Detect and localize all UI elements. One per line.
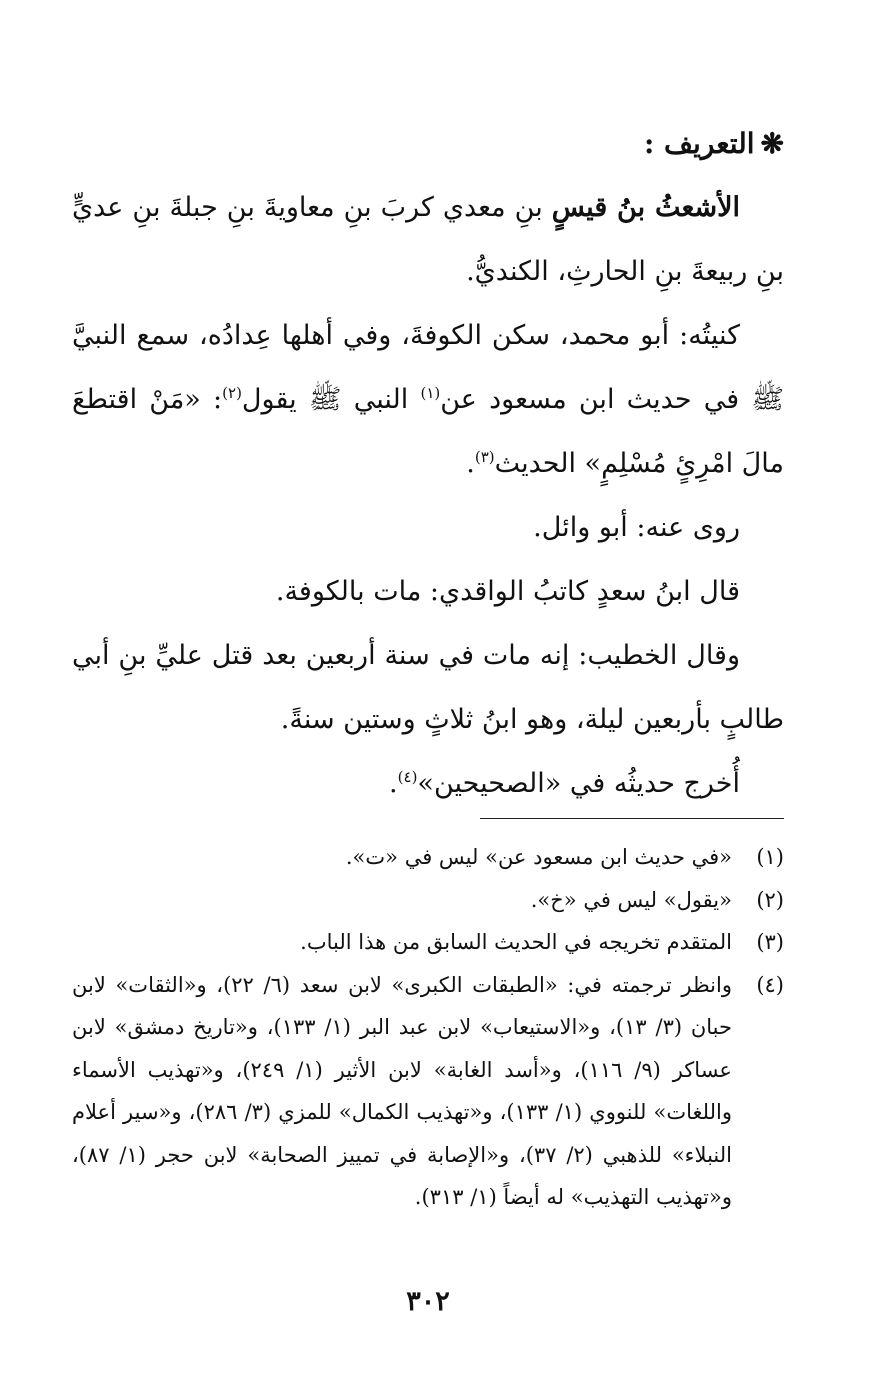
footnote-number: (٤)	[756, 972, 784, 997]
footnote-number: (٢)	[756, 887, 784, 912]
akhraja-text: أُخرج حديثُه في «الصحيحين»	[417, 768, 740, 799]
footnote-item	[72, 879, 784, 922]
footnote-ref-3[interactable]: (٣)	[474, 448, 495, 466]
akhraja-end: .	[389, 768, 398, 799]
section-heading	[72, 118, 784, 170]
footnote-text: المتقدم تخريجه في الحديث السابق من هذا الباب.	[300, 930, 732, 954]
footnote-number: (١)	[756, 845, 784, 869]
footnote-ref-4[interactable]: (٤)	[397, 768, 418, 786]
footnote-text: وانظر ترجمته في: «الطبقات الكبرى» لابن سعد (٦/ ٢٢)، و«الثقات» لابن حبان (٣/ ١٣)، و«الاستيعاب» لابن عبد البر (١/ ١٣٣)، و«تاريخ دمشق» لابن عساكر (٩/ ١١٦)، و«أسد الغابة» لابن الأثير (١/ ٢٤٩)، و«تهذيب الأسماء واللغات» للنووي (١/ ١٣٣)، و«تهذيب الكمال» للمزي (٣/ ٢٨٦)، و«سير أعلام النبلاء» للذهبي (٢/ ٣٧)، و«الإصابة في تمييز الصحابة» لابن حجر (١/ ٨٧)، و«تهذيب التهذيب» له أيضاً (١/ ٣١٣).	[72, 972, 733, 1209]
asterisk-icon: ❋	[760, 127, 784, 160]
footnote-ref-1[interactable]: (١)	[420, 384, 441, 402]
kunya-text-2: النبي ﷺ يقول	[241, 384, 421, 415]
footnote-text: «يقول» ليس في «خ».	[530, 887, 732, 912]
footnote-item	[72, 836, 784, 879]
kunya-paragraph	[72, 304, 784, 496]
kunya-text-4: .	[466, 448, 475, 479]
footnote-ref-2[interactable]: (٢)	[222, 384, 242, 402]
definition-paragraph	[72, 176, 784, 304]
akhraja-paragraph	[72, 752, 784, 816]
heading-title: التعريف :	[643, 127, 755, 160]
page-number: ٣٠٢	[406, 1286, 450, 1317]
rawi-paragraph: روى عنه: أبو وائل.	[533, 512, 740, 543]
footnote-item	[72, 921, 784, 964]
ibn-saad-paragraph: قال ابنُ سعدٍ كاتبُ الواقدي: مات بالكوفة.	[275, 576, 740, 607]
kunya-text-1: كنيتُه: أبو محمد، سكن الكوفةَ، وفي أهلها عِدادُه، سمع النبيَّ ﷺ في حديث ابن مسعود عن	[72, 320, 784, 415]
lineage-text: بنِ معدي كربَ بنِ معاويةَ بنِ جبلةَ بنِ عديٍّ بنِ ربيعةَ بنِ الحارثِ، الكنديُّ.	[72, 192, 784, 287]
footnote-text: «في حديث ابن مسعود عن» ليس في «ت».	[345, 845, 732, 869]
footnotes	[72, 836, 784, 1219]
footnote-separator	[480, 818, 784, 819]
footnote-number: (٣)	[756, 930, 784, 954]
person-name: الأشعثُ بنُ قيسٍ	[551, 192, 741, 223]
kunya-text-3: : «مَنْ اقتطعَ مالَ امْرِئٍ مُسْلِمٍ» الحديث	[72, 384, 784, 479]
khatib-paragraph: وقال الخطيب: إنه مات في سنة أربعين بعد قتل عليِّ بنِ أبي طالبٍ بأربعين ليلة، وهو ابنُ ثلاثٍ وستين سنةً.	[72, 640, 784, 735]
page-body	[72, 118, 784, 1389]
footnote-item	[72, 964, 784, 1219]
